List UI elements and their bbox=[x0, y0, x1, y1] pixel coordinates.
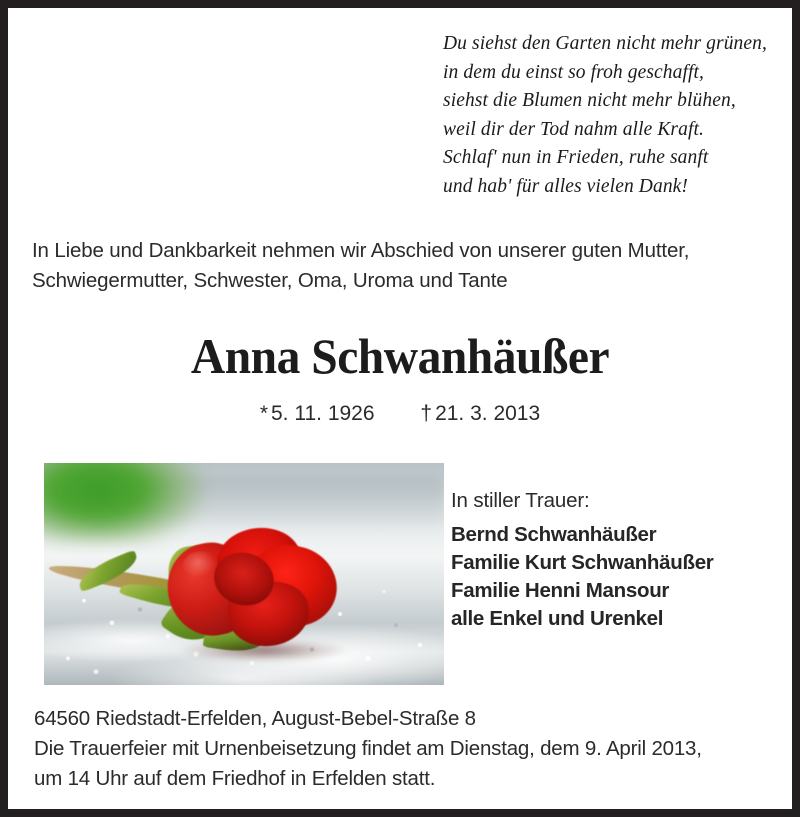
deceased-name: Anna Schwanhäußer bbox=[190, 328, 610, 384]
birth-date: 5. 11. 1926 bbox=[271, 402, 375, 425]
mourner-name: Bernd Schwanhäußer bbox=[451, 523, 657, 546]
mourners-heading: In stiller Trauer: bbox=[451, 489, 590, 512]
mourner-name: Familie Henni Mansour bbox=[451, 579, 670, 602]
service-line-2: um 14 Uhr auf dem Friedhof in Erfelden statt. bbox=[34, 767, 436, 790]
poem-line-6: und hab' für alles vielen Dank! bbox=[443, 175, 689, 197]
service-details bbox=[34, 704, 782, 794]
memorial-poem bbox=[443, 30, 783, 201]
service-line-1: Die Trauerfeier mit Urnenbeisetzung findet am Dienstag, dem 9. April 2013, bbox=[34, 737, 702, 760]
life-dates bbox=[8, 400, 792, 428]
poem-line-3: siehst die Blumen nicht mehr blühen, bbox=[443, 90, 736, 111]
mourner-name: alle Enkel und Urenkel bbox=[451, 607, 664, 630]
cross-dagger-icon: † bbox=[420, 402, 433, 425]
rose-highlight bbox=[182, 551, 221, 584]
notice-sheet bbox=[8, 8, 792, 809]
death-date: 21. 3. 2013 bbox=[435, 402, 541, 425]
address-line: 64560 Riedstadt-Erfelden, August-Bebel-Straße 8 bbox=[34, 707, 476, 730]
announcement-text: In Liebe und Dankbarkeit nehmen wir Abschied von unserer guten Mutter, Schwiegermutter, Schwester, Oma, Uroma und Tante bbox=[32, 239, 690, 292]
death-date-group bbox=[420, 402, 540, 425]
poem-line-5: Schlaf' nun in Frieden, ruhe sanft bbox=[443, 147, 709, 168]
poem-line-1: Du siehst den Garten nicht mehr grünen, bbox=[443, 33, 767, 54]
poem-line-4: weil dir der Tod nahm alle Kraft. bbox=[443, 118, 704, 140]
birth-date-group bbox=[260, 402, 381, 425]
rose-bloom bbox=[168, 525, 344, 654]
birth-star-icon: * bbox=[259, 402, 268, 425]
rose-photo bbox=[44, 463, 444, 685]
poem-line-2: in dem du einst so froh geschafft, bbox=[443, 61, 705, 83]
mourners-block bbox=[451, 486, 771, 633]
mourner-name: Familie Kurt Schwanhäußer bbox=[451, 551, 714, 574]
